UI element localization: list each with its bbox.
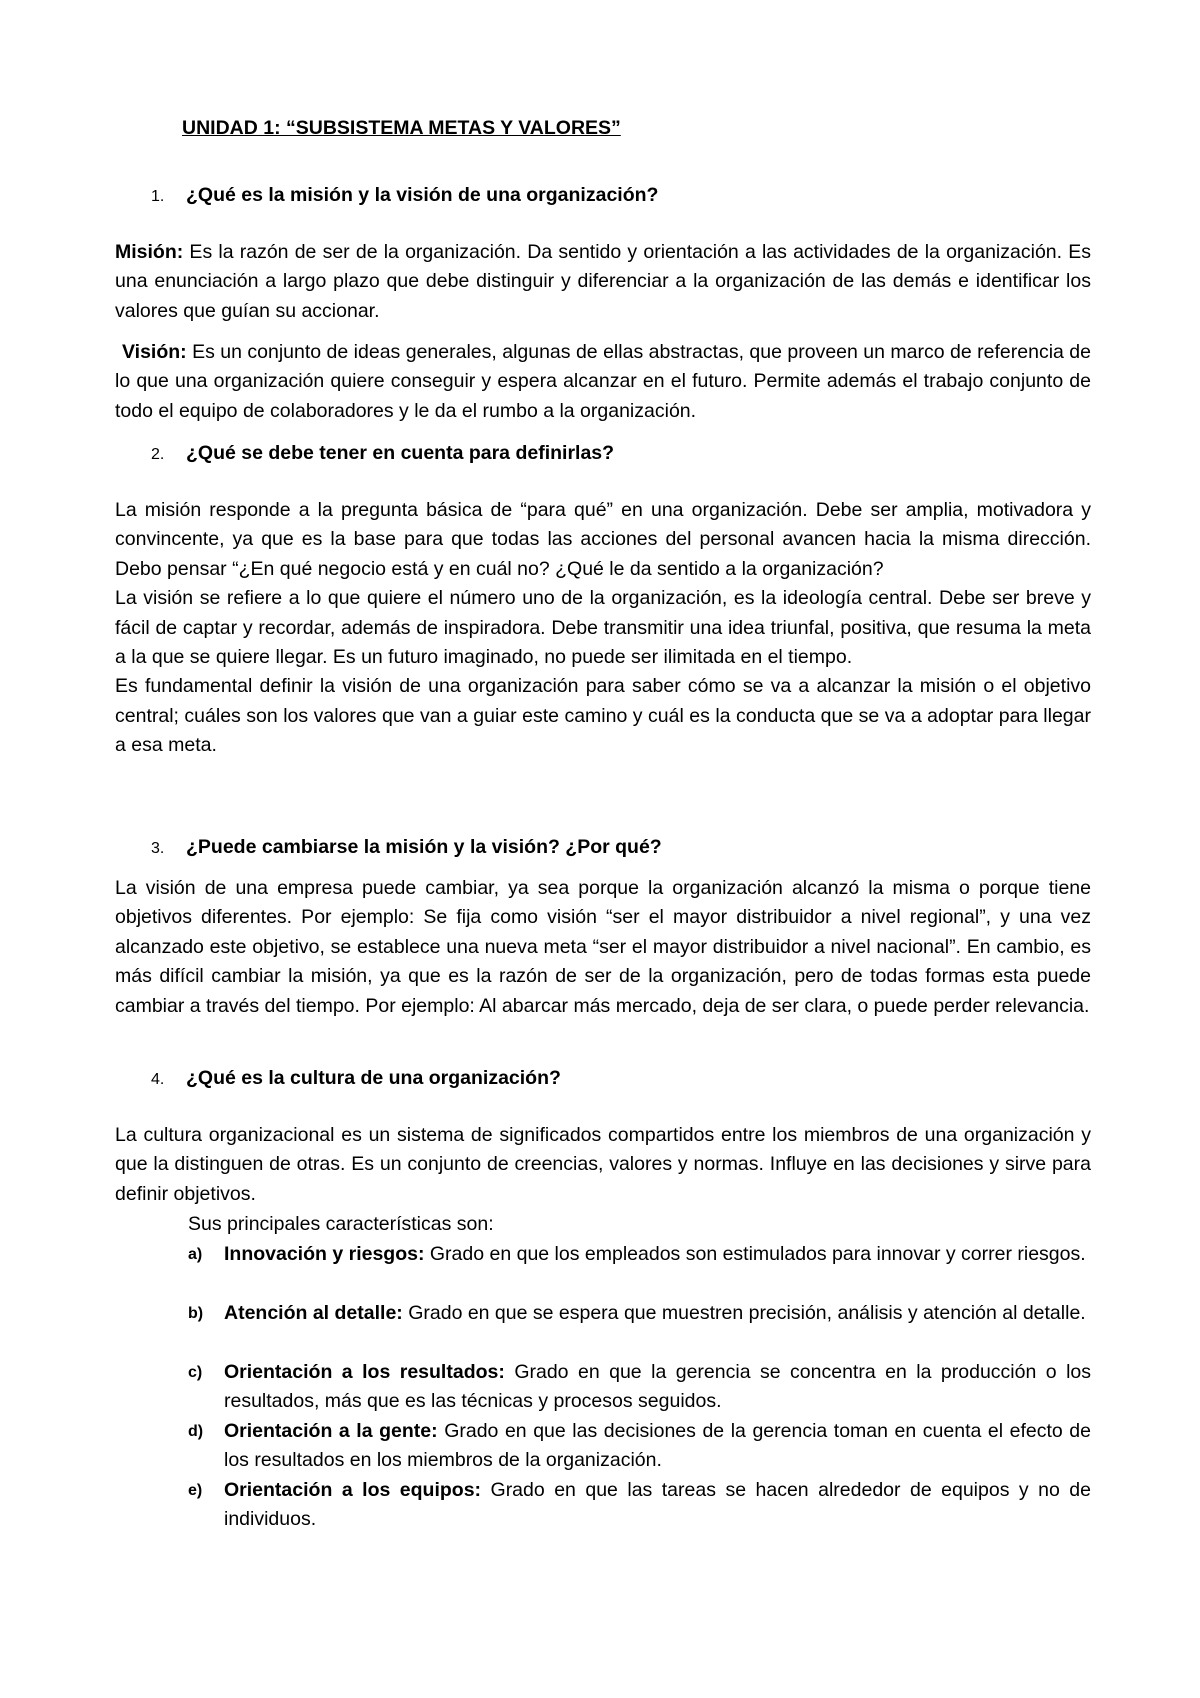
characteristic-marker-b: b) [188,1305,204,1322]
mision-term: Misión: [115,241,184,263]
characteristic-text-b: Grado en que se espera que muestren precisión, análisis y atención al detalle. [402,1302,1086,1324]
mision-text: Es la razón de ser de la organización. Da sentido y orientación a las actividades de la organización. Es una enunciación a largo plazo que debe distinguir y diferenciar a la organización de las demás e identificar los valores que guían su accionar. [115,241,1091,322]
mision-paragraph [115,238,1091,326]
answer-2-paragraph-1: La misión responde a la pregunta básica de “para qué” en una organización. Debe ser amplia, motivadora y convincente, ya que es la base para que todas las acciones del personal avancen hacia la misma dirección. Debo pensar “¿En qué negocio está y en cuál no? ¿Qué le da sentido a la organización? [115,499,1091,580]
question-3 [151,832,662,864]
characteristic-term-a: Innovación y riesgos: [224,1243,425,1265]
question-1-text: ¿Qué es la misión y la visión de una organización? [186,184,659,206]
answer-2-paragraph-2: La visión se refiere a lo que quiere el número uno de la organización, es la ideología central. Debe ser breve y fácil de captar y recordar, además de inspiradora. Debe transmitir una idea triunfal, positiva, que resuma la meta a la que se quiere llegar. Es un futuro imaginado, no puede ser ilimitada en el tiempo. [115,587,1091,669]
characteristic-term-b: Atención al detalle: [224,1302,403,1324]
vision-paragraph [115,338,1091,426]
answer-2-paragraph-3: Es fundamental definir la visión de una organización para saber cómo se va a alcanzar la misión o el objetivo central; cuáles son los valores que van a guiar este camino y cuál es la conducta que se va a adoptar para llegar a esa meta. [115,675,1091,757]
characteristic-text-e: Grado en que las tareas se hacen alrededor de equipos y no de individuos. [224,1479,1091,1531]
answer-3-paragraph-1: La visión de una empresa puede cambiar, ya sea porque la organización alcanzó la misma o porque tiene objetivos diferentes. Por ejemplo: Se fija como visión “ser el mayor distribuidor a nivel regional”, y una vez alcanzado este objetivo, se establece una nueva meta “ser el mayor distribuidor a nivel nacional”. En cambio, es más difícil cambiar la misión, ya que es la razón de ser de la organización, pero de todas formas esta puede cambiar a través del tiempo. Por ejemplo: Al abarcar más mercado, deja de ser clara, o puede perder relevancia. [115,877,1091,1017]
answer-4-paragraph-1: La cultura organizacional es un sistema de significados compartidos entre los miembros de una organización y que la distinguen de otras. Es un conjunto de creencias, valores y normas. Influye en las decisiones y sirve para definir objetivos. [115,1124,1091,1205]
question-2 [151,438,614,470]
characteristics-intro: Sus principales características son: [188,1213,494,1235]
question-4-number: 4. [151,1071,165,1088]
unit-title: UNIDAD 1: “SUBSISTEMA METAS Y VALORES” [182,117,621,139]
vision-text: Es un conjunto de ideas generales, algunas de ellas abstractas, que proveen un marco de referencia de lo que una organización quiere conseguir y espera alcanzar en el futuro. Permite además el trabajo conjunto de todo el equipo de colaboradores y le da el rumbo a la organización. [115,341,1091,422]
characteristic-term-c: Orientación a los resultados: [224,1361,505,1383]
characteristic-text-a: Grado en que los empleados son estimulados para innovar y correr riesgos. [424,1243,1086,1265]
question-4 [151,1063,561,1095]
characteristic-item-c [188,1358,1091,1417]
question-1 [151,180,658,212]
characteristic-item-d [188,1417,1091,1476]
question-2-number: 2. [151,446,165,463]
characteristic-item-b [188,1299,1091,1328]
characteristic-item-a [188,1240,1091,1269]
question-3-number: 3. [151,840,165,857]
characteristic-item-e [188,1476,1091,1535]
characteristic-marker-c: c) [188,1364,203,1381]
characteristic-marker-a: a) [188,1246,203,1263]
characteristic-text-c: Grado en que la gerencia se concentra en la producción o los resultados, más que es las técnicas y procesos seguidos. [224,1361,1092,1413]
question-4-text: ¿Qué es la cultura de una organización? [186,1067,561,1089]
characteristic-marker-d: d) [188,1423,204,1440]
characteristic-term-e: Orientación a los equipos: [224,1479,482,1501]
vision-term: Visión: [122,341,187,363]
question-1-number: 1. [151,188,165,205]
characteristic-text-d: Grado en que las decisiones de la gerencia toman en cuenta el efecto de los resultados en los miembros de la organización. [224,1420,1091,1472]
answer-3 [115,874,1091,1021]
answer-2 [115,496,1091,761]
question-2-text: ¿Qué se debe tener en cuenta para definirlas? [186,442,615,464]
characteristic-marker-e: e) [188,1482,203,1499]
question-3-text: ¿Puede cambiarse la misión y la visión? ¿Por qué? [186,836,662,858]
characteristic-term-d: Orientación a la gente: [224,1420,438,1442]
